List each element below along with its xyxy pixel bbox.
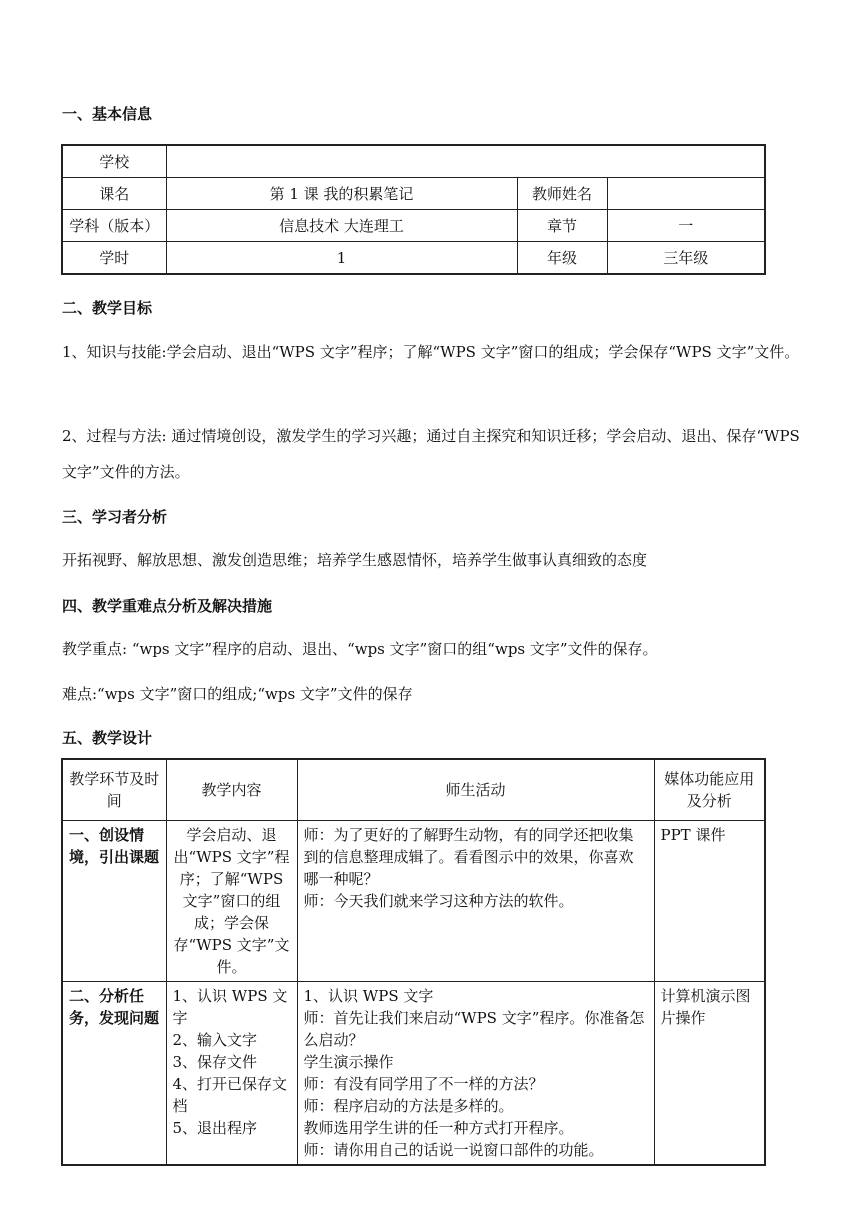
section-heading-design: 五、教学设计 [62,729,153,747]
table-row [62,178,765,210]
subject-label: 学科（版本） [62,210,166,242]
grade-label: 年级 [517,242,607,275]
chapter-value: 一 [607,210,765,242]
section-heading-basic-info: 一、基本信息 [62,105,153,123]
key-focus: 教学重点: “wps 文字”程序的启动、退出、“wps 文字”窗口的组“wps 文字”文件的保存。 [62,640,658,658]
content-item: 5、退出程序 [172,1119,258,1137]
chapter-label: 章节 [517,210,607,242]
section-heading-key-points: 四、教学重难点分析及解决措施 [62,597,273,615]
header-content: 教学内容 [166,759,297,821]
table-row [62,210,765,242]
content-item: 1、认识 WPS 文字 [172,987,288,1027]
goal-process: 2、过程与方法: 通过情境创设，激发学生的学习兴趣；通过自主探究和知识迁移；学会启动、退出、保存“WPS 文字”文件的方法。 [62,427,800,481]
content-item: 2、输入文字 [172,1031,258,1049]
grade-value: 三年级 [607,242,765,275]
activity-line: 师：程序启动的方法是多样的。 [303,1097,514,1115]
activity-line: 1、认识 WPS 文字 [303,987,434,1005]
hours-label: 学时 [62,242,166,275]
activities-cell [297,982,654,1166]
header-media: 媒体功能应用及分析 [654,759,765,821]
header-activities: 师生活动 [297,759,654,821]
header-phase: 教学环节及时间 [62,759,166,821]
activity-line: 师：首先让我们来启动“WPS 文字”程序。你准备怎么启动？ [303,1009,645,1049]
media-cell: PPT 课件 [654,821,765,982]
activity-line: 师：今天我们就来学习这种方法的软件。 [303,892,574,910]
content-item: 3、保存文件 [172,1053,258,1071]
phase-cell: 二、分析任务，发现问题 [62,982,166,1166]
activity-line: 学生演示操作 [303,1053,394,1071]
activity-line: 师：请你用自己的话说一说窗口部件的功能。 [303,1141,604,1159]
table-row [62,982,765,1166]
design-table [61,758,766,1166]
hours-value: 1 [166,242,517,275]
content-cell: 学会启动、退出“WPS 文字”程序；了解“WPS 文字”窗口的组成；学会保存“WPS 文字”文件。 [166,821,297,982]
course-label: 课名 [62,178,166,210]
media-cell: 计算机演示图片操作 [654,982,765,1166]
table-row [62,821,765,982]
section-heading-goals: 二、教学目标 [62,299,153,317]
teacher-value [607,178,765,210]
table-header-row [62,759,765,821]
learner-analysis: 开拓视野、解放思想、激发创造思维；培养学生感恩情怀，培养学生做事认真细致的态度 [62,551,648,569]
basic-info-table [61,144,766,275]
goal-knowledge: 1、知识与技能:学会启动、退出“WPS 文字”程序；了解“WPS 文字”窗口的组成；学会保存“WPS 文字”文件。 [62,343,800,361]
school-value [166,145,765,178]
phase-cell: 一、创设情境，引出课题 [62,821,166,982]
table-row [62,145,765,178]
table-row [62,242,765,275]
content-item: 4、打开已保存文档 [172,1075,288,1115]
content-cell [166,982,297,1166]
section-heading-learner: 三、学习者分析 [62,508,168,526]
teacher-label: 教师姓名 [517,178,607,210]
subject-value: 信息技术 大连理工 [166,210,517,242]
activity-line: 师：为了更好的了解野生动物，有的同学还把收集到的信息整理成辑了。看看图示中的效果，你喜欢哪一种呢？ [303,826,634,888]
activities-cell [297,821,654,982]
activity-line: 教师选用学生讲的任一种方式打开程序。 [303,1119,574,1137]
school-label: 学校 [62,145,166,178]
course-value: 第 1 课 我的积累笔记 [166,178,517,210]
activity-line: 师：有没有同学用了不一样的方法？ [303,1075,544,1093]
key-difficulty: 难点:“wps 文字”窗口的组成;“wps 文字”文件的保存 [62,685,413,703]
